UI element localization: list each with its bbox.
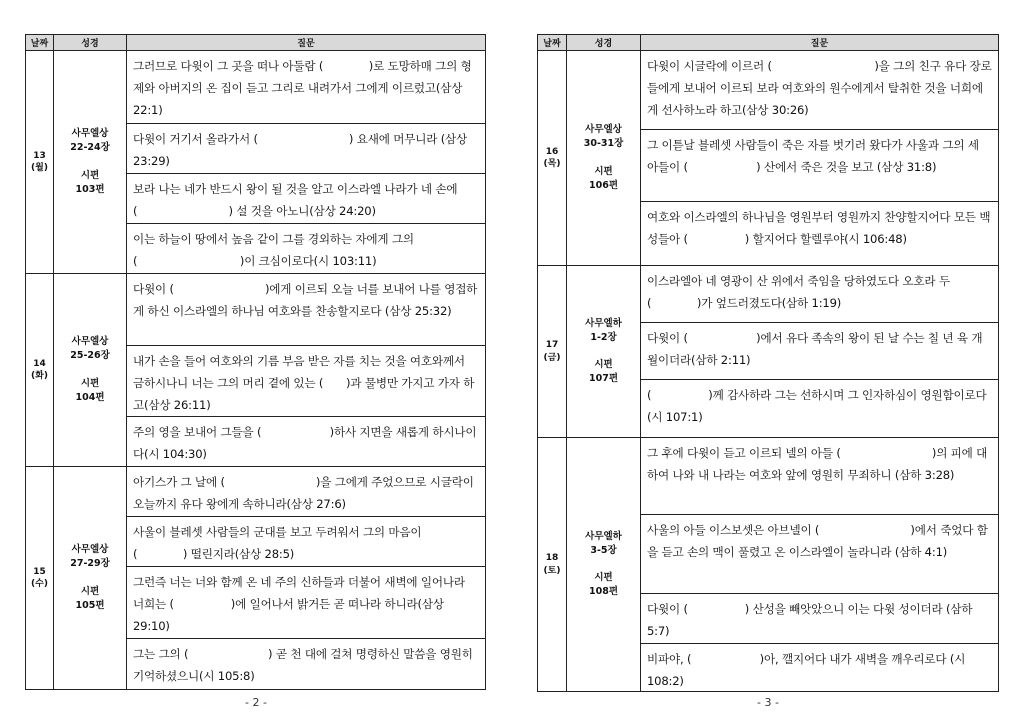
day-row xyxy=(26,51,486,274)
day-cell: 16 (목) xyxy=(538,51,567,266)
question-item: 이스라엘아 네 영광이 산 위에서 죽임을 당하였도다 오호라 두 ( )가 엎드러졌도다(삼하 1:19) xyxy=(641,266,998,323)
question-item: 다윗이 ( ) 산성을 빼앗았으니 이는 다윗 성이더라 (삼하 5:7) xyxy=(641,594,998,644)
question-item: 사울의 아들 이스보셋은 아브넬이 ( )에서 죽었다 함을 듣고 손의 맥이 풀렸고 온 이스라엘이 놀라니라 (삼하 4:1) xyxy=(641,515,998,594)
question-list xyxy=(127,274,486,467)
day-cell: 17 (금) xyxy=(538,266,567,438)
question-list xyxy=(641,51,999,266)
day-cell: 18 (토) xyxy=(538,438,567,692)
header-bible: 성경 xyxy=(54,35,127,51)
page-number: - 3 - xyxy=(757,696,779,709)
question-item: 다윗이 시글락에 이르러 ( )을 그의 친구 유다 장로들에게 보내어 이르되 보라 여호와의 원수에게서 탈취한 것을 너희에게 선사하노라 하고(삼상 30:26) xyxy=(641,51,998,130)
question-item: 다윗이 ( )에게 이르되 오늘 너를 보내어 나를 영접하게 하신 이스라엘의 하나님 여호와를 찬송할지로다 (삼상 25:32) xyxy=(127,274,485,346)
reading-cell: 사무엘상 30-31장 시편 106편 xyxy=(567,51,641,266)
question-item: 그 이튿날 블레셋 사람들이 죽은 자를 벗기러 왔다가 사울과 그의 세 아들이 ( ) 산에서 죽은 것을 보고 (삼상 31:8) xyxy=(641,130,998,202)
question-item: ( )께 감사하라 그는 선하시며 그 인자하심이 영원함이로다(시 107:1) xyxy=(647,388,987,424)
question-item: 이는 하늘이 땅에서 높음 같이 그를 경외하는 자에게 그의 ( )이 크심이로다(시 103:11) xyxy=(133,232,414,268)
header-bible: 성경 xyxy=(567,35,641,51)
header-question: 질문 xyxy=(127,35,486,51)
day-row xyxy=(26,274,486,467)
day-row xyxy=(538,51,999,266)
question-item: 주의 영을 보내어 그들을 ( )하사 지면을 새롭게 하시나이다(시 104:30) xyxy=(133,425,477,461)
reading-cell: 사무엘하 1-2장 시편 107편 xyxy=(567,266,641,438)
question-item: 내가 손을 들어 여호와의 기름 부음 받은 자를 치는 것을 여호와께서 금하시나니 너는 그의 머리 곁에 있는 ( )과 물병만 가지고 가자 하고(삼상 26:11) xyxy=(127,346,485,417)
day-cell: 13 (월) xyxy=(26,51,54,274)
question-item: 아기스가 그 날에 ( )을 그에게 주었으므로 시글락이 오늘까지 유다 왕에게 속하니라(삼상 27:6) xyxy=(127,467,485,517)
page-number: - 2 - xyxy=(245,696,267,709)
day-cell: 15 (수) xyxy=(26,467,54,690)
day-cell: 14 (화) xyxy=(26,274,54,467)
day-row xyxy=(26,467,486,690)
question-item: 여호와 이스라엘의 하나님을 영원부터 영원까지 찬양할지어다 모든 백성들아 ( ) 할지어다 할렐루야(시 106:48) xyxy=(647,210,991,246)
reading-cell: 사무엘상 22-24장 시편 103편 xyxy=(54,51,127,274)
question-item: 비파야, ( )아, 깰지어다 내가 새벽을 깨우리로다 (시 108:2) xyxy=(647,652,966,688)
header-question: 질문 xyxy=(641,35,999,51)
reading-cell: 사무엘상 25-26장 시편 104편 xyxy=(54,274,127,467)
question-item: 그 후에 다윗이 듣고 이르되 넬의 아들 ( )의 피에 대하여 나와 내 나라는 여호와 앞에 영원히 무죄하니 (삼하 3:28) xyxy=(641,438,998,515)
question-list xyxy=(127,467,486,690)
question-item: 그러므로 다윗이 그 곳을 떠나 아둘람 ( )로 도망하매 그의 형제와 아버지의 온 집이 듣고 그리로 내려가서 그에게 이르렀고(삼상 22:1) xyxy=(127,51,485,124)
schedule-table-page-3 xyxy=(537,34,999,692)
reading-cell: 사무엘상 27-29장 시편 105편 xyxy=(54,467,127,690)
reading-cell: 사무엘하 3-5장 시편 108편 xyxy=(567,438,641,692)
question-item: 그런즉 너는 너와 함께 온 네 주의 신하들과 더불어 새벽에 일어나라 너희는 ( )에 일어나서 밝거든 곧 떠나라 하니라(삼상 29:10) xyxy=(127,567,485,639)
schedule-table-page-2 xyxy=(25,34,486,690)
question-list xyxy=(127,51,486,274)
day-row xyxy=(538,266,999,438)
header-day: 날짜 xyxy=(26,35,54,51)
question-list xyxy=(641,266,999,438)
day-row xyxy=(538,438,999,692)
question-item: 다윗이 ( )에서 유다 족속의 왕이 된 날 수는 칠 년 육 개월이더라(삼하 2:11) xyxy=(641,323,998,380)
question-item: 그는 그의 ( ) 곧 천 대에 걸쳐 명령하신 말씀을 영원히 기억하셨으니(시 105:8) xyxy=(133,647,473,683)
question-item: 사울이 블레셋 사람들의 군대를 보고 두려워서 그의 마음이 ( ) 떨린지라(삼상 28:5) xyxy=(127,517,485,567)
question-list xyxy=(641,438,999,692)
question-item: 보라 나는 네가 반드시 왕이 될 것을 알고 이스라엘 나라가 네 손에 ( ) 설 것을 아노니(삼상 24:20) xyxy=(127,174,485,224)
question-item: 다윗이 거기서 올라가서 ( ) 요새에 머무니라 (삼상 23:29) xyxy=(127,124,485,174)
header-day: 날짜 xyxy=(538,35,567,51)
